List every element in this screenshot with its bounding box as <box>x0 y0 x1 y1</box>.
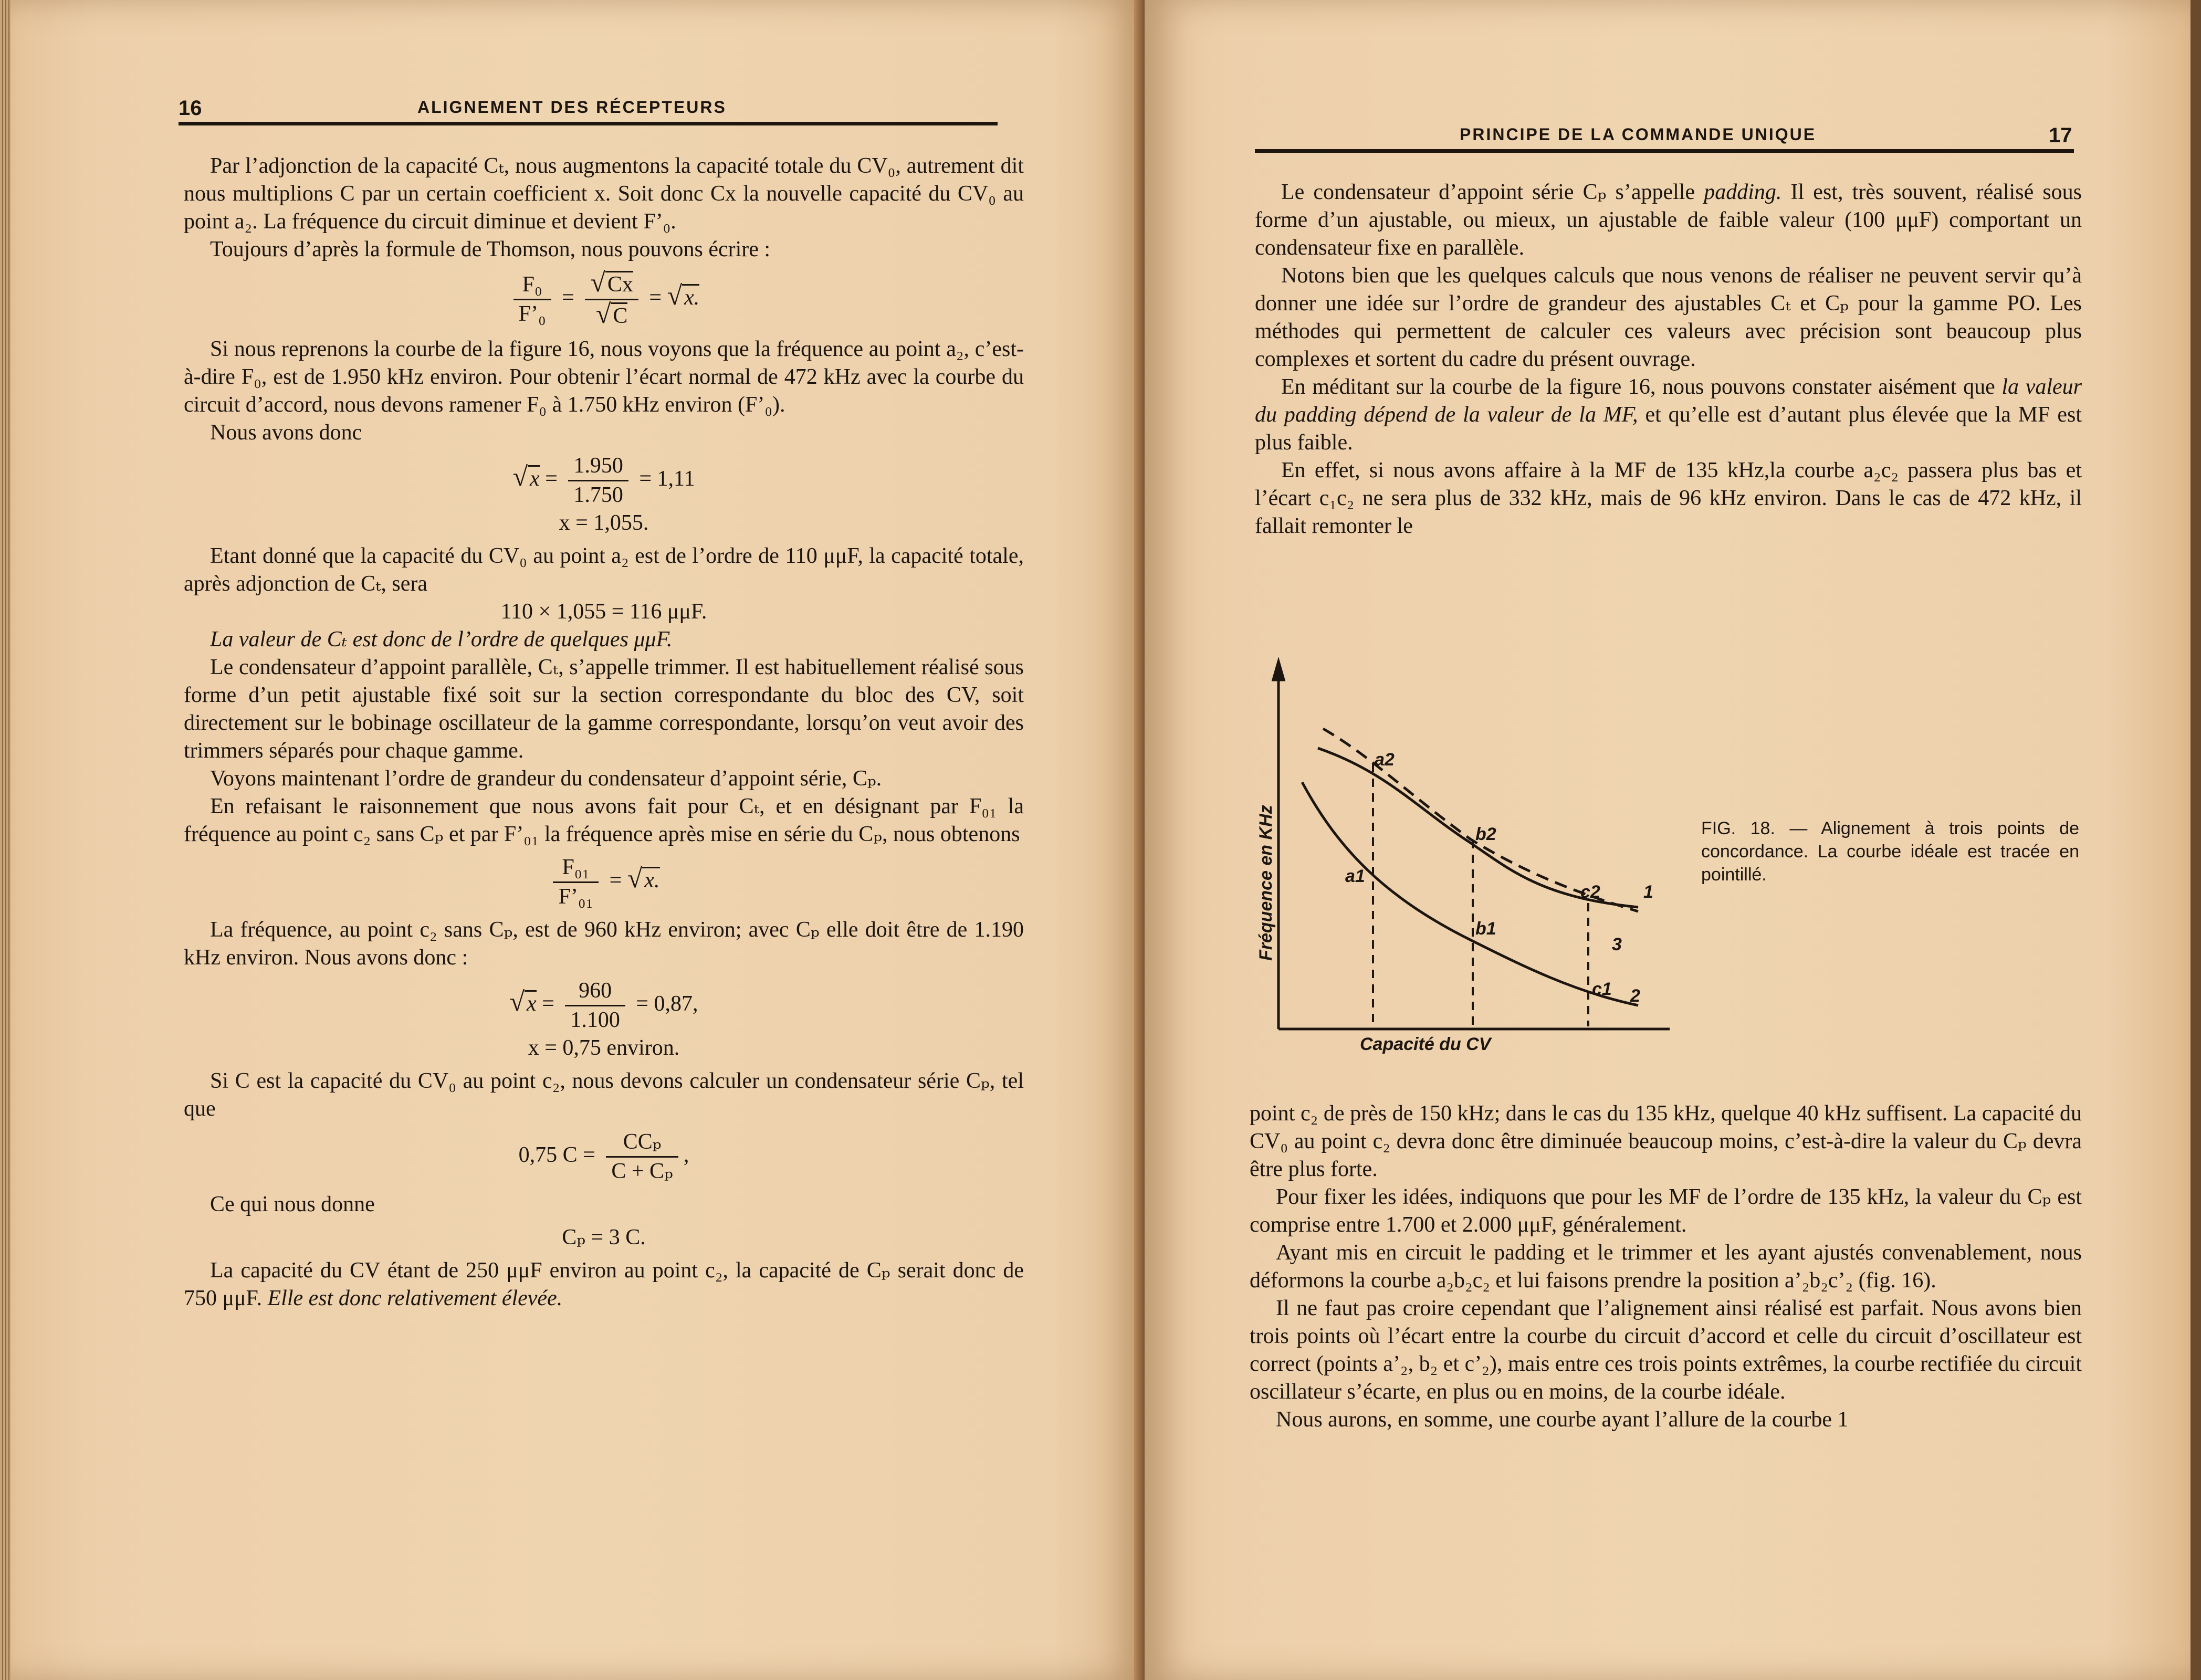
formula-thomson: $\frac{\text{F₀}}{\text{F’₀}}$ = $\frac{√Cx}{√C}$ = √x. <box>184 269 1024 330</box>
running-header-left: ALIGNEMENT DES RÉCEPTEURS <box>417 98 727 117</box>
left-body-text <box>184 152 1024 1312</box>
label-curve-2: 2 <box>1630 986 1640 1006</box>
paragraph: En méditant sur la courbe de la figure 16, nous pouvons constater aisément que la valeur du padding dépend de la valeur de la MF, et qu’elle est d’autant plus élevée que la MF est plus faible. <box>1255 375 2082 455</box>
running-header-right: PRINCIPE DE LA COMMANDE UNIQUE <box>1460 125 1817 144</box>
formula-f01: $\frac{\text{F₀₁}}{\text{F’₀₁}}$ = √x. <box>184 854 1024 911</box>
formula-cp-result: Cₚ = 3 C. <box>562 1225 646 1250</box>
paragraph: La capacité du CV étant de 250 μμF environ au point c₂, la capacité de Cₚ serait donc de 750 μμF. Elle est donc relativement élevée. <box>184 1258 1024 1310</box>
formula-product: 110 × 1,055 = 116 μμF. <box>500 600 707 624</box>
header-rule-left <box>179 122 998 125</box>
paragraph: Le condensateur d’appoint parallèle, Cₜ, s’appelle trimmer. Il est habituellement réalisé sous forme d’un petit ajustable fixé soit sur la section correspondante du bloc des CV, soit directement sur le bobinage oscillateur de la gamme correspondante, lorsqu’on veut avoir des trimmers séparés pour chaque gamme. <box>184 655 1024 763</box>
paragraph: Ce qui nous donne <box>210 1192 375 1216</box>
paragraph: Toujours d’après la formule de Thomson, nous pouvons écrire : <box>210 237 771 261</box>
label-c1: c1 <box>1592 979 1612 999</box>
paragraph: La fréquence, au point c₂ sans Cₚ, est de 960 kHz environ; avec Cₚ elle doit être de 1.190 kHz environ. Nous avons donc : <box>184 918 1024 970</box>
paragraph: Nous avons donc <box>210 421 362 445</box>
paragraph: En effet, si nous avons affaire à la MF de 135 kHz,la courbe a₂c₂ passera plus bas et l’écart c₁c₂ ne sera plus de 332 kHz, mais de 96 kHz environ. Dans le cas de 472 kHz, il fallait remonter le <box>1255 458 2082 538</box>
label-c2: c2 <box>1580 882 1600 902</box>
paragraph: Pour fixer les idées, indiquons que pour les MF de l’ordre de 135 kHz, la valeur du Cₚ est comprise entre 1.700 et 2.000 μμF, généralement. <box>1250 1185 2082 1237</box>
paragraph: Etant donné que la capacité du CV₀ au point a₂ est de l’ordre de 110 μμF, la capacité totale, après adjonction de Cₜ, sera <box>184 544 1024 596</box>
figure-18-diagram <box>1250 651 1680 1060</box>
paragraph: La valeur de Cₜ est donc de l’ordre de quelques μμF. <box>210 627 673 652</box>
label-b1: b1 <box>1475 919 1496 939</box>
paragraph: Ayant mis en circuit le padding et le trimmer et les ayant ajustés convenablement, nous déformons la courbe a₂b₂c₂ et lui faisons prendre la position a’₂b₂c’₂ (fig. 16). <box>1250 1241 2082 1293</box>
paragraph: point c₂ de près de 150 kHz; dans le cas du 135 kHz, quelque 40 kHz suffisent. La capacité du CV₀ au point c₂ devra donc être diminuée beaucoup moins, c’est-à-dire la valeur du Cₚ devra être plus forte. <box>1250 1101 2082 1181</box>
figure-caption: FIG. 18. — Alignement à trois points de concordance. La courbe idéale est tracée en pointillé. <box>1701 818 2079 885</box>
header-rule-right <box>1255 149 2074 153</box>
paragraph: Si C est la capacité du CV₀ au point c₂, nous devons calculer un condensateur série Cₚ, tel que <box>184 1069 1024 1121</box>
paragraph: Il ne faut pas croire cependant que l’alignement ainsi réalisé est parfait. Nous avons bien trois points où l’écart entre la courbe du circuit d’accord et celle du circuit d’oscillateur est correct (points a’₂, b₂ et c’₂), mais entre ces trois points extrêmes, la courbe rectifiée du circuit oscillateur s’écarte, en plus ou en moins, de la courbe idéale. <box>1250 1296 2082 1404</box>
paragraph: Le condensateur d’appoint série Cₚ s’appelle padding. Il est, très souvent, réalisé sous forme d’un ajustable, ou mieux, un ajustable de faible valeur (100 μμF) comportant un condensateur fixe en parallèle. <box>1255 180 2082 260</box>
page-number-right: 17 <box>2049 124 2072 147</box>
x-axis-label: Capacité du CV <box>1360 1034 1491 1054</box>
right-body-text-bottom <box>1250 1100 2082 1434</box>
right-body-text-top <box>1255 178 2082 540</box>
label-a2: a2 <box>1375 750 1395 770</box>
formula-x-1: √x = $\frac{1.950}{1.750}$ = 1,11 x = 1,055. <box>184 452 1024 537</box>
label-a1: a1 <box>1345 866 1365 886</box>
paragraph: En refaisant le raisonnement que nous avons fait pour Cₜ, et en désignant par F₀₁ la fréquence au point c₂ sans Cₚ et par F’₀₁ la fréquence après mise en série du Cₚ, nous obtenons <box>184 794 1024 846</box>
paragraph: Nous aurons, en somme, une courbe ayant l’allure de la courbe 1 <box>1276 1408 1849 1432</box>
formula-cp: 0,75 C = $\frac{\text{CCₚ}}{\text{C + Cₚ}}$ , <box>184 1128 1024 1185</box>
label-b2: b2 <box>1475 824 1496 844</box>
paragraph: Par l’adjonction de la capacité Cₜ, nous augmentons la capacité totale du CV₀, autrement dit nous multiplions C par un certain coefficient x. Soit donc Cx la nouvelle capacité du CV₀ au point a₂. La fréquence du circuit diminue et devient F’₀. <box>184 154 1024 234</box>
y-axis-label: Fréquence en KHz <box>1256 805 1276 961</box>
label-curve-3: 3 <box>1612 934 1622 954</box>
paragraph: Voyons maintenant l’ordre de grandeur du condensateur d’appoint série, Cₚ. <box>210 766 882 791</box>
paragraph: Si nous reprenons la courbe de la figure 16, nous voyons que la fréquence au point a₂, c’est-à-dire F₀, est de 1.950 kHz environ. Pour obtenir l’écart normal de 472 kHz avec la courbe du circuit d’accord, nous devons ramener F₀ à 1.750 kHz environ (F’₀). <box>184 337 1024 417</box>
paragraph: Notons bien que les quelques calculs que nous venons de réaliser ne peuvent servir qu’à donner une idée sur l’ordre de grandeur des ajustables Cₜ et Cₚ pour la gamme PO. Les méthodes qui permettent de calculer ces valeurs avec précision sont beaucoup plus complexes et sortent du cadre du présent ouvrage. <box>1255 264 2082 371</box>
page-number-left: 16 <box>179 97 202 120</box>
label-curve-1: 1 <box>1643 882 1653 902</box>
left-page <box>11 0 1145 1680</box>
formula-x-2: √x = $\frac{960}{1.100}$ = 0,87, x = 0,75 environ. <box>184 977 1024 1062</box>
y-axis-arrow <box>1273 662 1284 680</box>
